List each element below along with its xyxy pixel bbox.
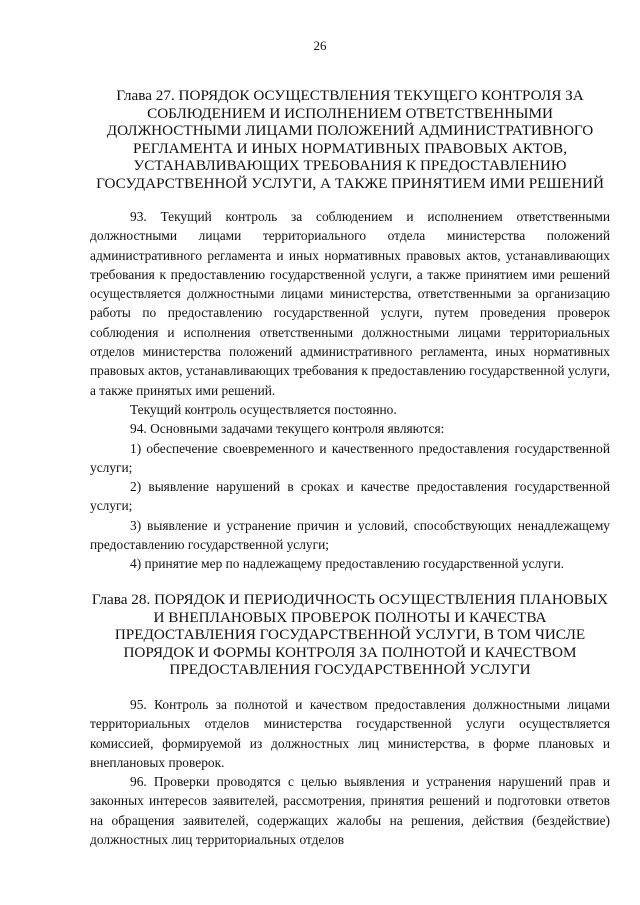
paragraph-current-control: Текущий контроль осуществляется постоянно. [130,401,397,417]
list-item-4: 4) принятие мер по надлежащему предоставлению государственной услуги. [130,556,564,572]
chapter-27-heading: Глава 27. ПОРЯДОК ОСУЩЕСТВЛЕНИЯ ТЕКУЩЕГО КОНТРОЛЯ ЗА СОБЛЮДЕНИЕМ И ИСПОЛНЕНИЕМ ОТВЕТСТВЕННЫМИ ДОЛЖНОСТНЫМИ ЛИЦАМИ ПОЛОЖЕНИЙ АДМИНИСТРАТИВНОГО РЕГЛАМЕНТА И ИНЫХ НОРМАТИВНЫХ ПРАВОВЫХ АКТОВ, УСТАНАВЛИВАЮЩИХ ТРЕБОВАНИЯ К ПРЕДОСТАВЛЕНИЮ ГОСУДАРСТВЕННОЙ УСЛУГИ, А ТАКЖЕ ПРИНЯТИЕМ ИМИ РЕШЕНИЙ [96,87,604,192]
chapter-28-heading: Глава 28. ПОРЯДОК И ПЕРИОДИЧНОСТЬ ОСУЩЕСТВЛЕНИЯ ПЛАНОВЫХ И ВНЕПЛАНОВЫХ ПРОВЕРОК ПОЛНОТЫ И КАЧЕСТВА ПРЕДОСТАВЛЕНИЯ ГОСУДАРСТВЕННОЙ УСЛУГИ, В ТОМ ЧИСЛЕ ПОРЯДОК И ФОРМЫ КОНТРОЛЯ ЗА ПОЛНОТОЙ И КАЧЕСТВОМ ПРЕДОСТАВЛЕНИЯ ГОСУДАРСТВЕННОЙ УСЛУГИ [91,591,609,679]
chapter-28-body [90,695,610,849]
paragraph-96: 96. Проверки проводятся с целью выявления и устранения нарушений прав и законных интересов заявителей, рассмотрения, принятия решений и подготовки ответов на обращения заявителей, содержащих жалобы на решения, действия (бездействие) должностных лиц территориальных отделов [90,774,610,848]
paragraph-95: 95. Контроль за полнотой и качеством предоставления должностными лицами территориальных отделов министерства государственной услуги осуществляется комиссией, формируемой из должностных лиц министерства, в форме плановых и внеплановых проверок. [90,697,610,770]
paragraph-93: 93. Текущий контроль за соблюдением и исполнением ответственными должностными лицами территориального отдела министерства положений административного регламента и иных нормативных правовых актов, устанавливающих требования к предоставлению государственной услуги, а также принятием ими решений осуществляется должностными лицами министерства, ответственными за организацию работы по предоставлению государственной услуги, путем проведения проверок соблюдения и исполнения ответственными должностными лицами территориальных отделов министерства положений административного регламента, иных нормативных правовых актов, устанавливающих требования к предоставлению государственной услуги, а также принятых ими решений. [90,209,610,398]
list-item-2: 2) выявление нарушений в сроках и качестве предоставления государственной услуги; [90,479,610,514]
paragraph-94: 94. Основными задачами текущего контроля являются: [130,421,445,437]
page-number: 26 [313,38,327,53]
chapter-27-body [90,207,610,574]
list-item-3: 3) выявление и устранение причин и условий, способствующих ненадлежащему предоставлению государственной услуги; [90,517,610,553]
list-item-1: 1) обеспечение своевременного и качественного предоставления государственной услуги; [90,440,610,475]
